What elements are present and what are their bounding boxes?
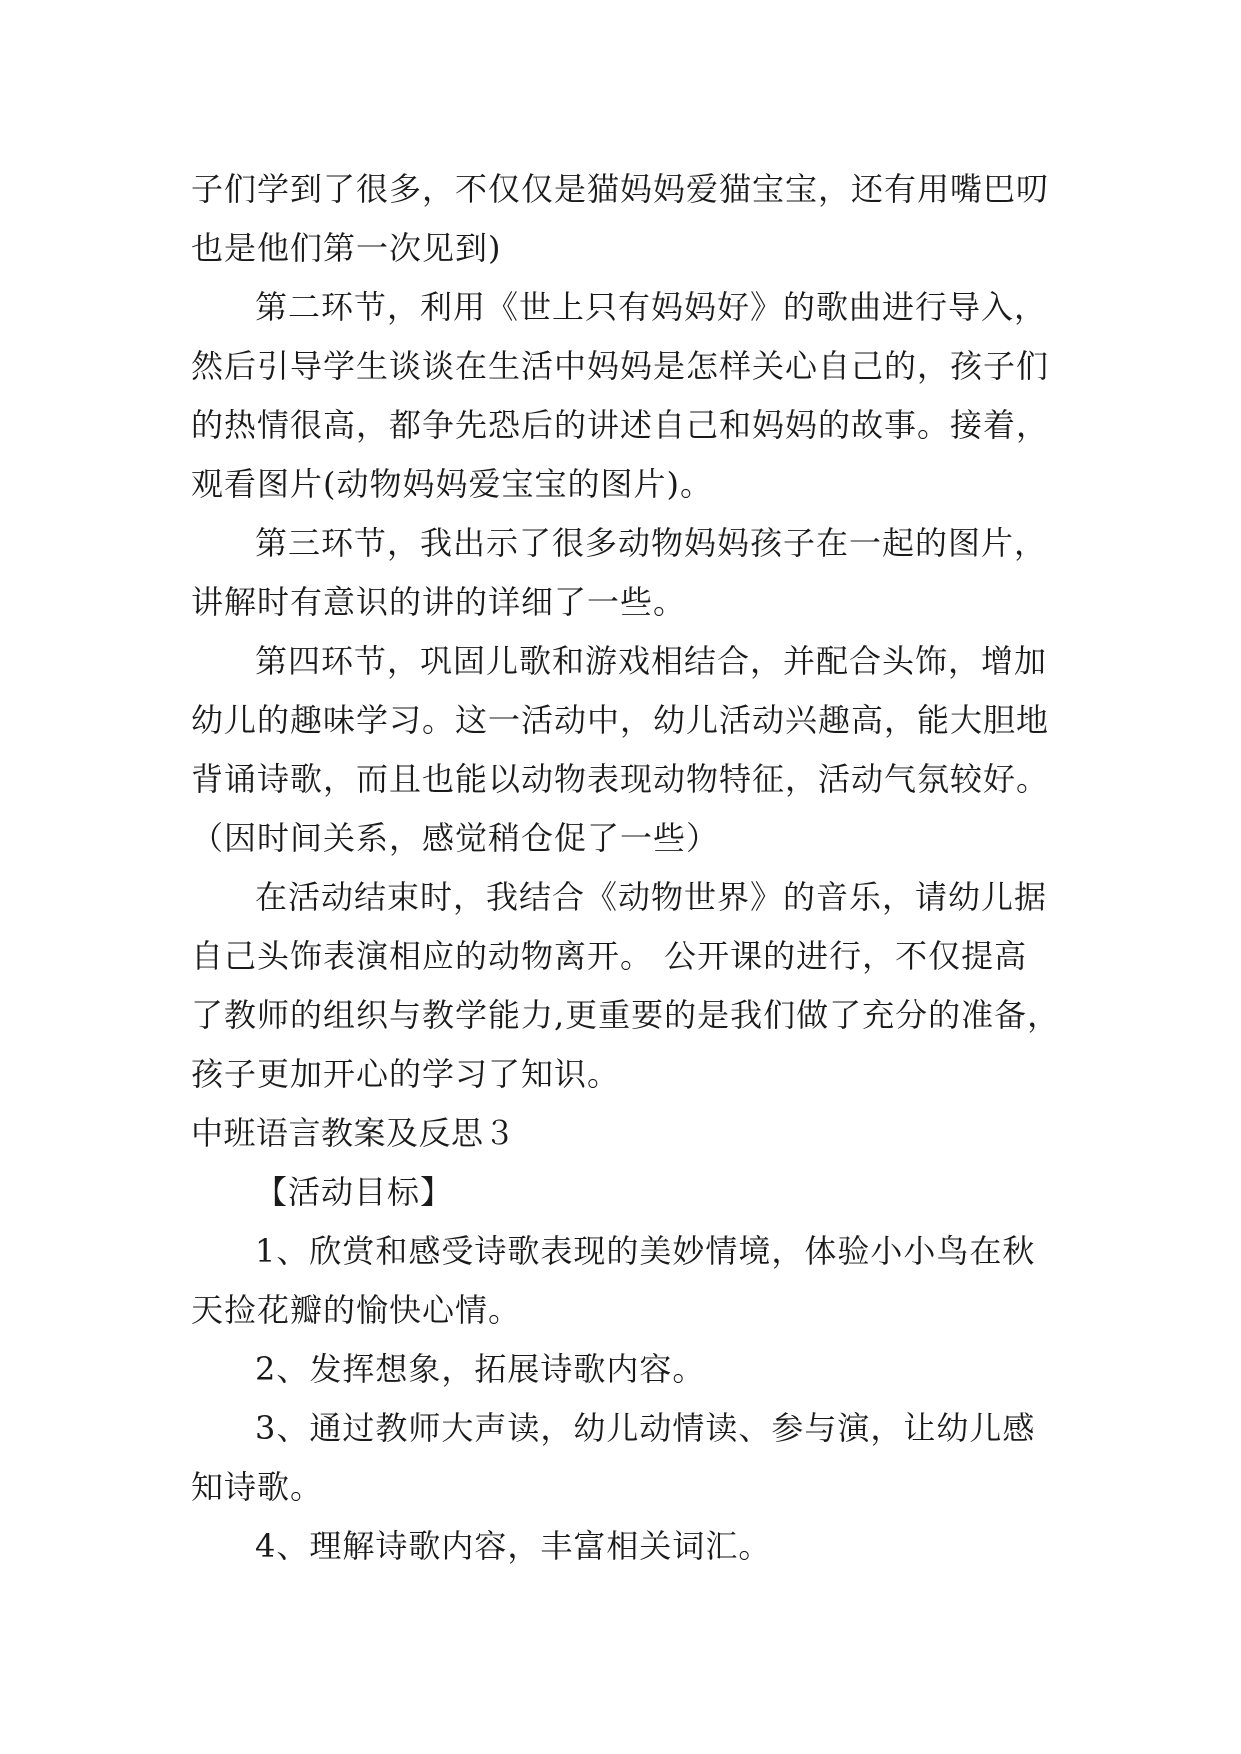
- list-item-line: 1、欣赏和感受诗歌表现的美妙情境，体验小小鸟在秋: [255, 1232, 1036, 1270]
- text-line: 了教师的组织与教学能力,更重要的是我们做了充分的准备，: [191, 996, 1061, 1034]
- paragraph-start-line: 第三环节，我出示了很多动物妈妈孩子在一起的图片，: [255, 524, 1048, 562]
- text-line: 自己头饰表演相应的动物离开。 公开课的进行，不仅提高: [191, 937, 1028, 975]
- section-heading: 中班语言教案及反思３: [191, 1114, 517, 1152]
- text-line: 也是他们第一次见到): [191, 229, 502, 267]
- document-body: [191, 160, 1061, 1576]
- text-line: 然后引导学生谈谈在生活中妈妈是怎样关心自己的，孩子们: [191, 347, 1050, 385]
- text-line: 背诵诗歌，而且也能以动物表现动物特征，活动气氛较好。: [191, 760, 1050, 798]
- list-item-line: 3、通过教师大声读，幼儿动情读、参与演，让幼儿感: [255, 1409, 1036, 1447]
- text-line: 知诗歌。: [191, 1468, 324, 1506]
- text-line: 讲解时有意识的讲的详细了一些。: [191, 583, 687, 621]
- paragraph-start-line: 在活动结束时，我结合《动物世界》的音乐，请幼儿据: [255, 878, 1048, 916]
- list-item-line: 4、理解诗歌内容，丰富相关词汇。: [255, 1527, 772, 1565]
- text-line: （因时间关系，感觉稍仓促了一些）: [191, 819, 720, 857]
- subsection-heading: 【活动目标】: [255, 1173, 454, 1211]
- list-item-line: 2、发挥想象，拓展诗歌内容。: [255, 1350, 706, 1388]
- text-line: 的热情很高，都争先恐后的讲述自己和妈妈的故事。接着，: [191, 406, 1050, 444]
- text-line: 孩子更加开心的学习了知识。: [191, 1055, 621, 1093]
- text-line: 天捡花瓣的愉快心情。: [191, 1291, 522, 1329]
- paragraph-start-line: 第四环节，巩固儿歌和游戏相结合，并配合头饰，增加: [255, 642, 1048, 680]
- text-line: 观看图片(动物妈妈爱宝宝的图片)。: [191, 465, 713, 503]
- paragraph-start-line: 第二环节，利用《世上只有妈妈好》的歌曲进行导入，: [255, 288, 1048, 326]
- text-line: 幼儿的趣味学习。这一活动中，幼儿活动兴趣高，能大胆地: [191, 701, 1050, 739]
- text-line: 子们学到了很多，不仅仅是猫妈妈爱猫宝宝，还有用嘴巴叨: [191, 170, 1050, 208]
